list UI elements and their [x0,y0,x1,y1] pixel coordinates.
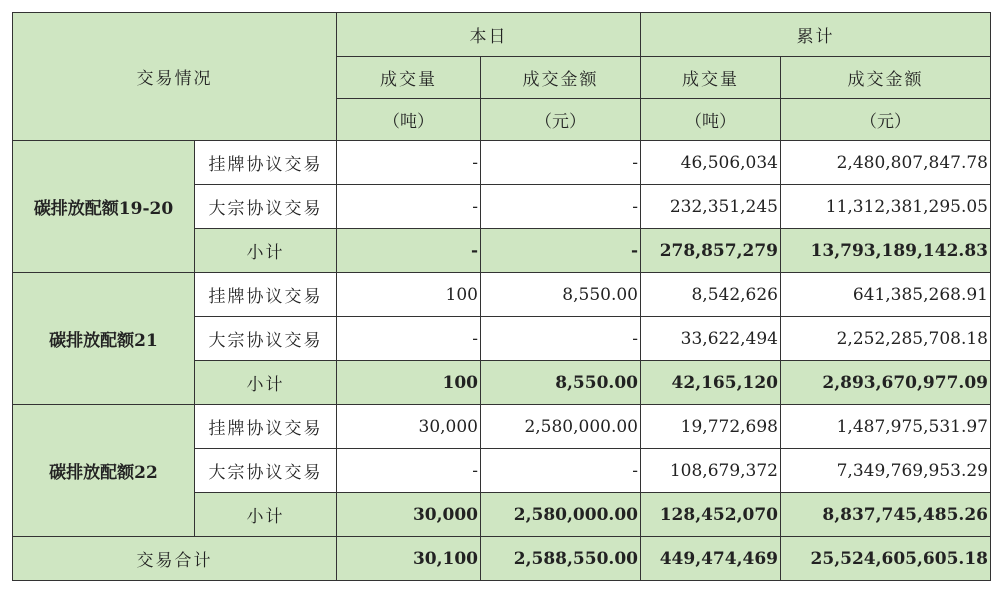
today-amount: - [481,449,641,493]
total-row [13,537,991,581]
today-volume: 100 [337,361,481,405]
cum-amount: 2,252,285,708.18 [781,317,991,361]
header-cum-amount-unit: （元） [781,99,991,141]
header-cumulative: 累计 [641,13,991,57]
cum-amount: 13,793,189,142.83 [781,229,991,273]
table-row [13,141,991,185]
subtotal-label: 小计 [195,361,337,405]
group-name: 碳排放配额21 [13,273,195,405]
total-today-volume: 30,100 [337,537,481,581]
cum-volume: 19,772,698 [641,405,781,449]
header-section-label: 交易情况 [13,13,337,141]
cum-amount: 2,893,670,977.09 [781,361,991,405]
cum-amount: 1,487,975,531.97 [781,405,991,449]
total-cum-amount: 25,524,605,605.18 [781,537,991,581]
today-amount: - [481,141,641,185]
header-cum-amount: 成交金额 [781,57,991,99]
cum-volume: 232,351,245 [641,185,781,229]
header-cum-volume: 成交量 [641,57,781,99]
cum-volume: 46,506,034 [641,141,781,185]
today-volume: - [337,185,481,229]
cum-volume: 8,542,626 [641,273,781,317]
today-amount: - [481,185,641,229]
table-row [13,273,991,317]
row-label: 挂牌协议交易 [195,273,337,317]
total-cum-volume: 449,474,469 [641,537,781,581]
header-today-volume-unit: （吨） [337,99,481,141]
total-today-amount: 2,588,550.00 [481,537,641,581]
today-amount: 8,550.00 [481,361,641,405]
today-amount: 2,580,000.00 [481,405,641,449]
subtotal-label: 小计 [195,493,337,537]
cum-volume: 42,165,120 [641,361,781,405]
cum-amount: 641,385,268.91 [781,273,991,317]
total-label: 交易合计 [13,537,337,581]
header-today-amount-unit: （元） [481,99,641,141]
row-label: 大宗协议交易 [195,317,337,361]
header-cum-volume-unit: （吨） [641,99,781,141]
cum-volume: 108,679,372 [641,449,781,493]
today-volume: - [337,449,481,493]
header-today-amount: 成交金额 [481,57,641,99]
today-volume: - [337,317,481,361]
today-amount: - [481,317,641,361]
today-amount: - [481,229,641,273]
row-label: 大宗协议交易 [195,185,337,229]
group-name: 碳排放配额22 [13,405,195,537]
today-amount: 2,580,000.00 [481,493,641,537]
row-label: 挂牌协议交易 [195,405,337,449]
row-label: 大宗协议交易 [195,449,337,493]
today-amount: 8,550.00 [481,273,641,317]
today-volume: - [337,141,481,185]
row-label: 挂牌协议交易 [195,141,337,185]
trading-summary-table [12,12,991,581]
cum-volume: 278,857,279 [641,229,781,273]
cum-amount: 7,349,769,953.29 [781,449,991,493]
cum-amount: 8,837,745,485.26 [781,493,991,537]
subtotal-label: 小计 [195,229,337,273]
group-name: 碳排放配额19-20 [13,141,195,273]
table-row [13,405,991,449]
cum-amount: 11,312,381,295.05 [781,185,991,229]
cum-amount: 2,480,807,847.78 [781,141,991,185]
today-volume: - [337,229,481,273]
cum-volume: 128,452,070 [641,493,781,537]
today-volume: 30,000 [337,493,481,537]
today-volume: 30,000 [337,405,481,449]
today-volume: 100 [337,273,481,317]
header-today: 本日 [337,13,641,57]
header-today-volume: 成交量 [337,57,481,99]
cum-volume: 33,622,494 [641,317,781,361]
